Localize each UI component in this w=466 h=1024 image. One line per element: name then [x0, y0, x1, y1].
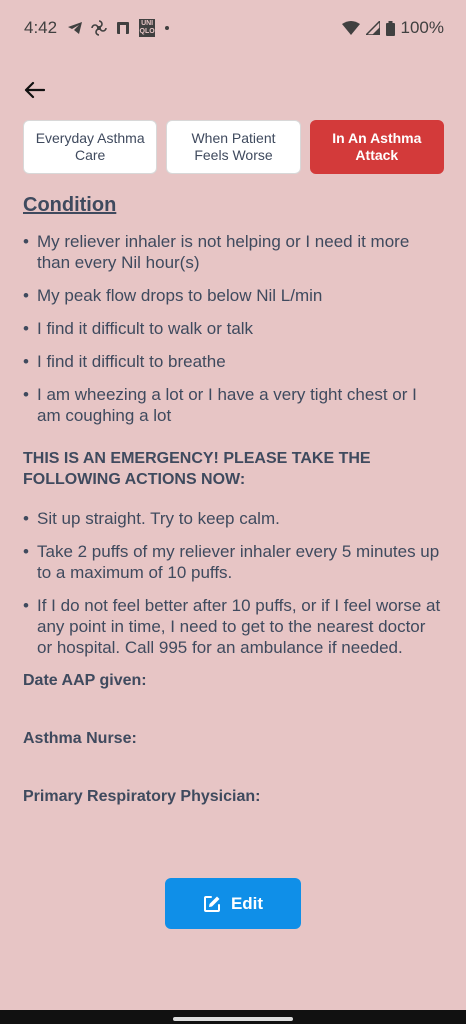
edit-button[interactable] — [165, 878, 301, 929]
list-item: • I find it difficult to breathe — [23, 351, 442, 372]
tab-label: When Patient Feels Worse — [191, 130, 276, 163]
plan-tabs — [23, 120, 444, 174]
dot-icon — [163, 24, 171, 32]
tab-in-an-asthma-attack[interactable] — [310, 120, 444, 174]
status-bar — [0, 0, 466, 56]
list-item: • I find it difficult to walk or talk — [23, 318, 442, 339]
list-item: • If I do not feel better after 10 puffs, or if I feel worse at any point in time, I need to get to the nearest doctor or hospital. Call 995 for an ambulance if needed. — [23, 595, 442, 658]
emergency-heading: THIS IS AN EMERGENCY! PLEASE TAKE THE FOLLOWING ACTIONS NOW: — [23, 450, 371, 488]
plan-content — [23, 194, 442, 846]
system-icons — [342, 18, 444, 38]
list-item: • I am wheezing a lot or I have a very tight chest or I am coughing a lot — [23, 384, 442, 426]
wifi-icon — [342, 21, 360, 35]
battery-percent: 100% — [400, 18, 444, 37]
tab-everyday-asthma-care[interactable] — [23, 120, 157, 174]
list-item: • Sit up straight. Try to keep calm. — [23, 508, 442, 529]
pinwheel-icon — [91, 20, 107, 36]
telegram-icon — [67, 21, 83, 35]
home-handle[interactable] — [173, 1017, 293, 1021]
app-icon — [115, 20, 131, 36]
edit-button-label: Edit — [230, 893, 264, 913]
primary-respiratory-physician-label: Primary Respiratory Physician: — [23, 788, 261, 805]
list-item: • Take 2 puffs of my reliever inhaler every 5 minutes up to a maximum of 10 puffs. — [23, 541, 442, 583]
list-item: • My reliever inhaler is not helping or I need it more than every Nil hour(s) — [23, 231, 442, 273]
uniqlo-logo-text: UNI QLO — [139, 20, 155, 35]
status-time: 4:42 — [24, 18, 58, 37]
emergency-actions-list — [23, 508, 442, 658]
uniqlo-icon — [139, 19, 155, 37]
arrow-left-icon — [23, 81, 45, 99]
notification-icons — [67, 19, 171, 37]
condition-list — [23, 231, 442, 426]
condition-title: Condition — [23, 194, 117, 216]
edit-icon — [203, 895, 221, 913]
tab-when-patient-feels-worse[interactable] — [166, 120, 300, 174]
signal-icon — [366, 21, 380, 35]
battery-icon — [386, 21, 395, 36]
tab-label: Everyday Asthma Care — [35, 130, 145, 163]
date-aap-given-label: Date AAP given: — [23, 672, 147, 689]
asthma-nurse-label: Asthma Nurse: — [23, 730, 137, 747]
tab-label: In An Asthma Attack — [332, 130, 422, 163]
back-button[interactable] — [18, 74, 50, 106]
list-item: • My peak flow drops to below Nil L/min — [23, 285, 442, 306]
